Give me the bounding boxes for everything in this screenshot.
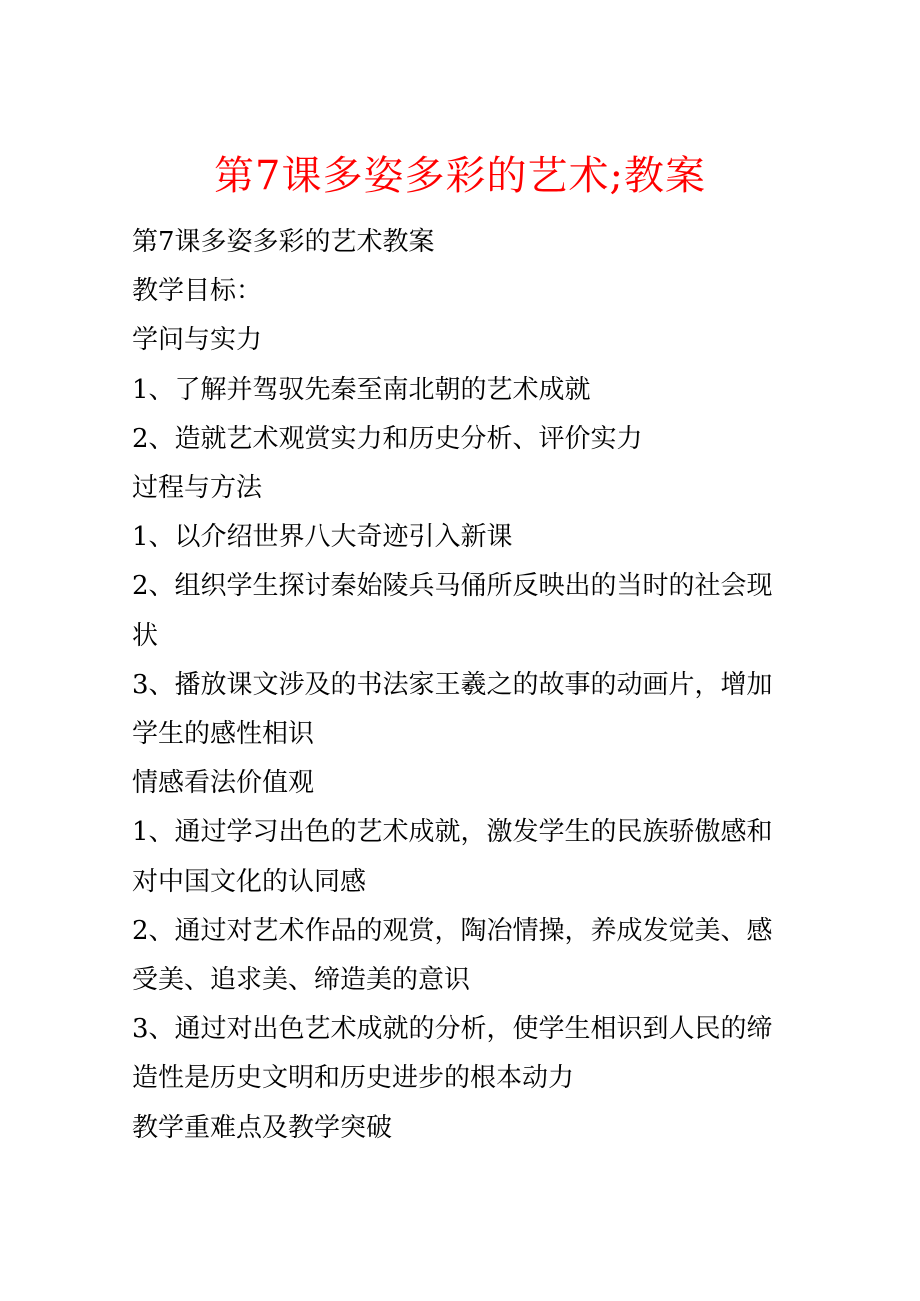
document-title: 第7课多姿多彩的艺术;教案	[214, 153, 706, 199]
body-line: 教学重难点及教学突破	[132, 1112, 393, 1143]
body-line: 受美、追求美、缔造美的意识	[132, 965, 471, 996]
body-line: 学问与实力	[132, 325, 263, 356]
body-line: 对中国文化的认同感	[132, 866, 367, 897]
body-line: 1、以介绍世界八大奇迹引入新课	[132, 522, 513, 553]
body-line: 第7课多姿多彩的艺术教案	[132, 227, 435, 257]
body-line: 教学目标：	[132, 276, 263, 307]
body-line: 1、通过学习出色的艺术成就，激发学生的民族骄傲感和	[132, 817, 773, 848]
body-line: 3、播放课文涉及的书法家王羲之的故事的动画片，增加	[132, 669, 773, 700]
body-line: 过程与方法	[132, 473, 263, 504]
body-line: 2、造就艺术观赏实力和历史分析、评价实力	[132, 423, 643, 454]
body-line: 2、通过对艺术作品的观赏，陶冶情操，养成发觉美、感	[132, 915, 773, 946]
body-line: 造性是历史文明和历史进步的根本动力	[132, 1063, 575, 1094]
body-line: 1、了解并驾驭先秦至南北朝的艺术成就	[132, 374, 591, 405]
body-line: 学生的感性相识	[132, 719, 315, 750]
body-line: 状	[132, 620, 159, 651]
document-body	[132, 218, 780, 1153]
body-line: 2、组织学生探讨秦始陵兵马俑所反映出的当时的社会现	[132, 571, 773, 602]
body-line: 情感看法价值观	[132, 768, 315, 799]
body-line: 3、通过对出色艺术成就的分析，使学生相识到人民的缔	[132, 1014, 773, 1045]
